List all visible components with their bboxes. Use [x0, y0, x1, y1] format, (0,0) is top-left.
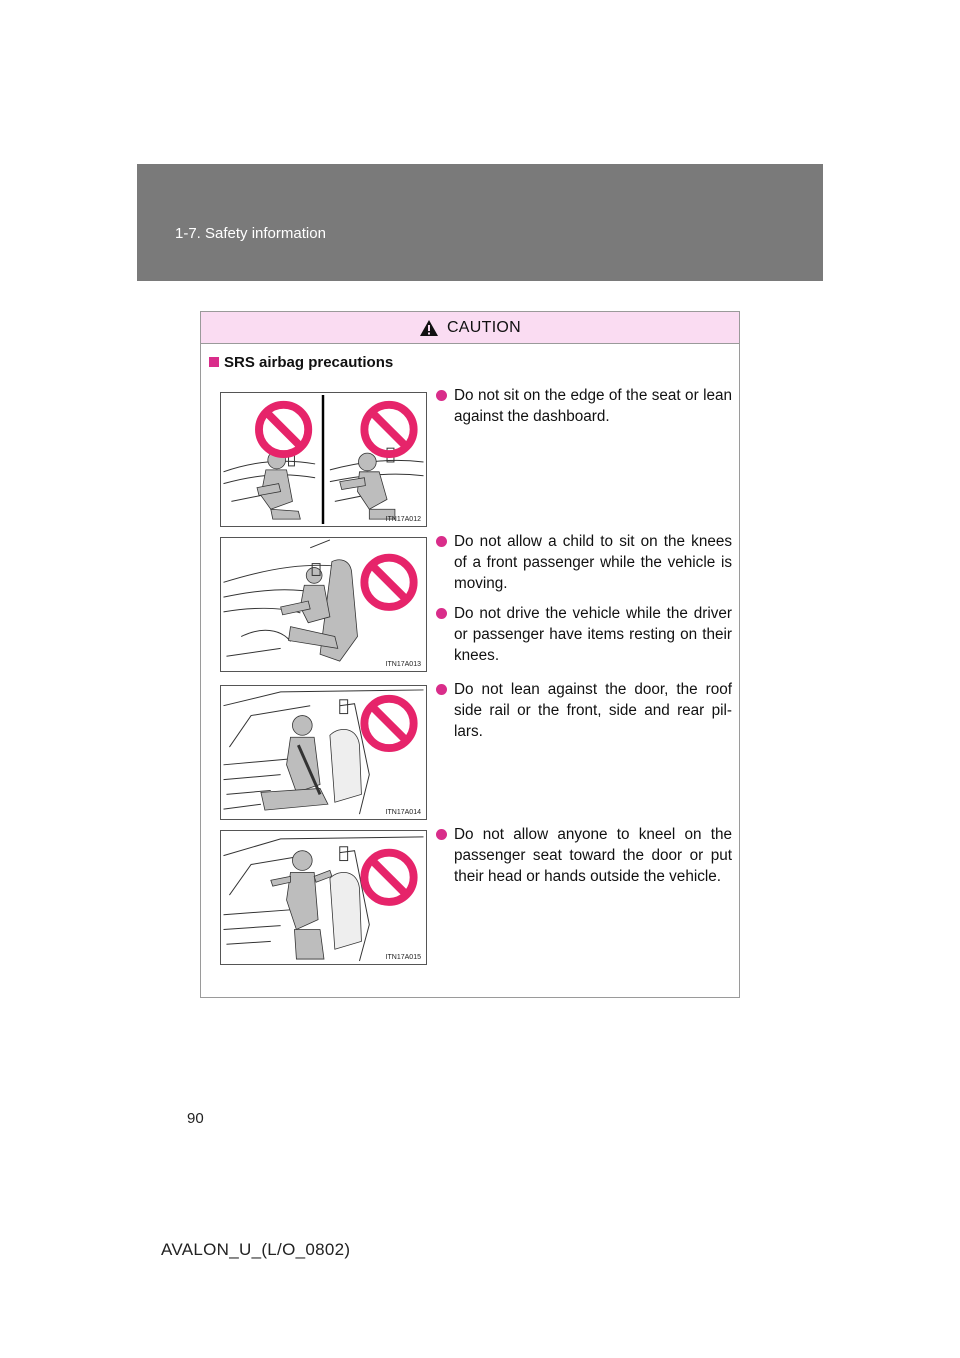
subheading: [209, 354, 393, 371]
illustration-lean-door: [221, 686, 426, 819]
bullet-item: Do not lean against the door, the roof side rail or the front, side and rear pil-lars.: [436, 679, 732, 742]
prohibition-icon: [364, 699, 413, 748]
figure-code: ITN17A014: [385, 809, 421, 816]
bullet-dot-icon: [436, 390, 447, 401]
figure-code: ITN17A013: [385, 661, 421, 668]
figure-child-on-knees: [220, 537, 427, 672]
illustration-kneel-seat: [221, 831, 426, 964]
section-title: 1-7. Safety information: [175, 225, 326, 242]
bullet-dot-icon: [436, 536, 447, 547]
bullet-group-3: [436, 679, 732, 751]
caution-box: [200, 311, 740, 998]
bullet-item: Do not sit on the edge of the seat or lean against the dashboard.: [436, 385, 732, 427]
bullet-group-1: [436, 385, 732, 436]
illustration-seat-edge: [221, 393, 426, 526]
bullet-dot-icon: [436, 608, 447, 619]
document-code: AVALON_U_(L/O_0802): [161, 1240, 351, 1259]
bullet-item: Do not allow anyone to kneel on the passenger seat toward the door or put their head or hands outside the vehicle.: [436, 824, 732, 887]
bullet-group-4: [436, 824, 732, 896]
bullet-dot-icon: [436, 684, 447, 695]
prohibition-icon: [364, 405, 413, 454]
page-number: 90: [187, 1110, 204, 1127]
subheading-text: SRS airbag precautions: [224, 354, 394, 371]
prohibition-icon: [364, 558, 413, 607]
bullet-item: Do not allow a child to sit on the knees of a front passenger while the vehicle is moving.: [436, 531, 732, 594]
figure-lean-door: [220, 685, 427, 820]
prohibition-icon: [364, 853, 413, 902]
figure-seat-edge: [220, 392, 427, 527]
figure-code: ITN17A012: [385, 516, 421, 523]
illustration-child-on-knees: [221, 538, 426, 671]
prohibition-icon: [259, 405, 308, 454]
caution-label: CAUTION: [446, 318, 522, 336]
bullet-dot-icon: [436, 829, 447, 840]
figure-code: ITN17A015: [385, 954, 421, 961]
square-bullet-icon: [209, 357, 219, 367]
warning-triangle-icon: [419, 319, 439, 337]
bullet-group-2: [436, 531, 732, 675]
bullet-item: Do not drive the vehicle while the driver or passenger have items resting on their knees.: [436, 603, 732, 666]
figure-kneel-seat: [220, 830, 427, 965]
caution-header: [201, 312, 739, 344]
header-bar: [137, 164, 823, 281]
